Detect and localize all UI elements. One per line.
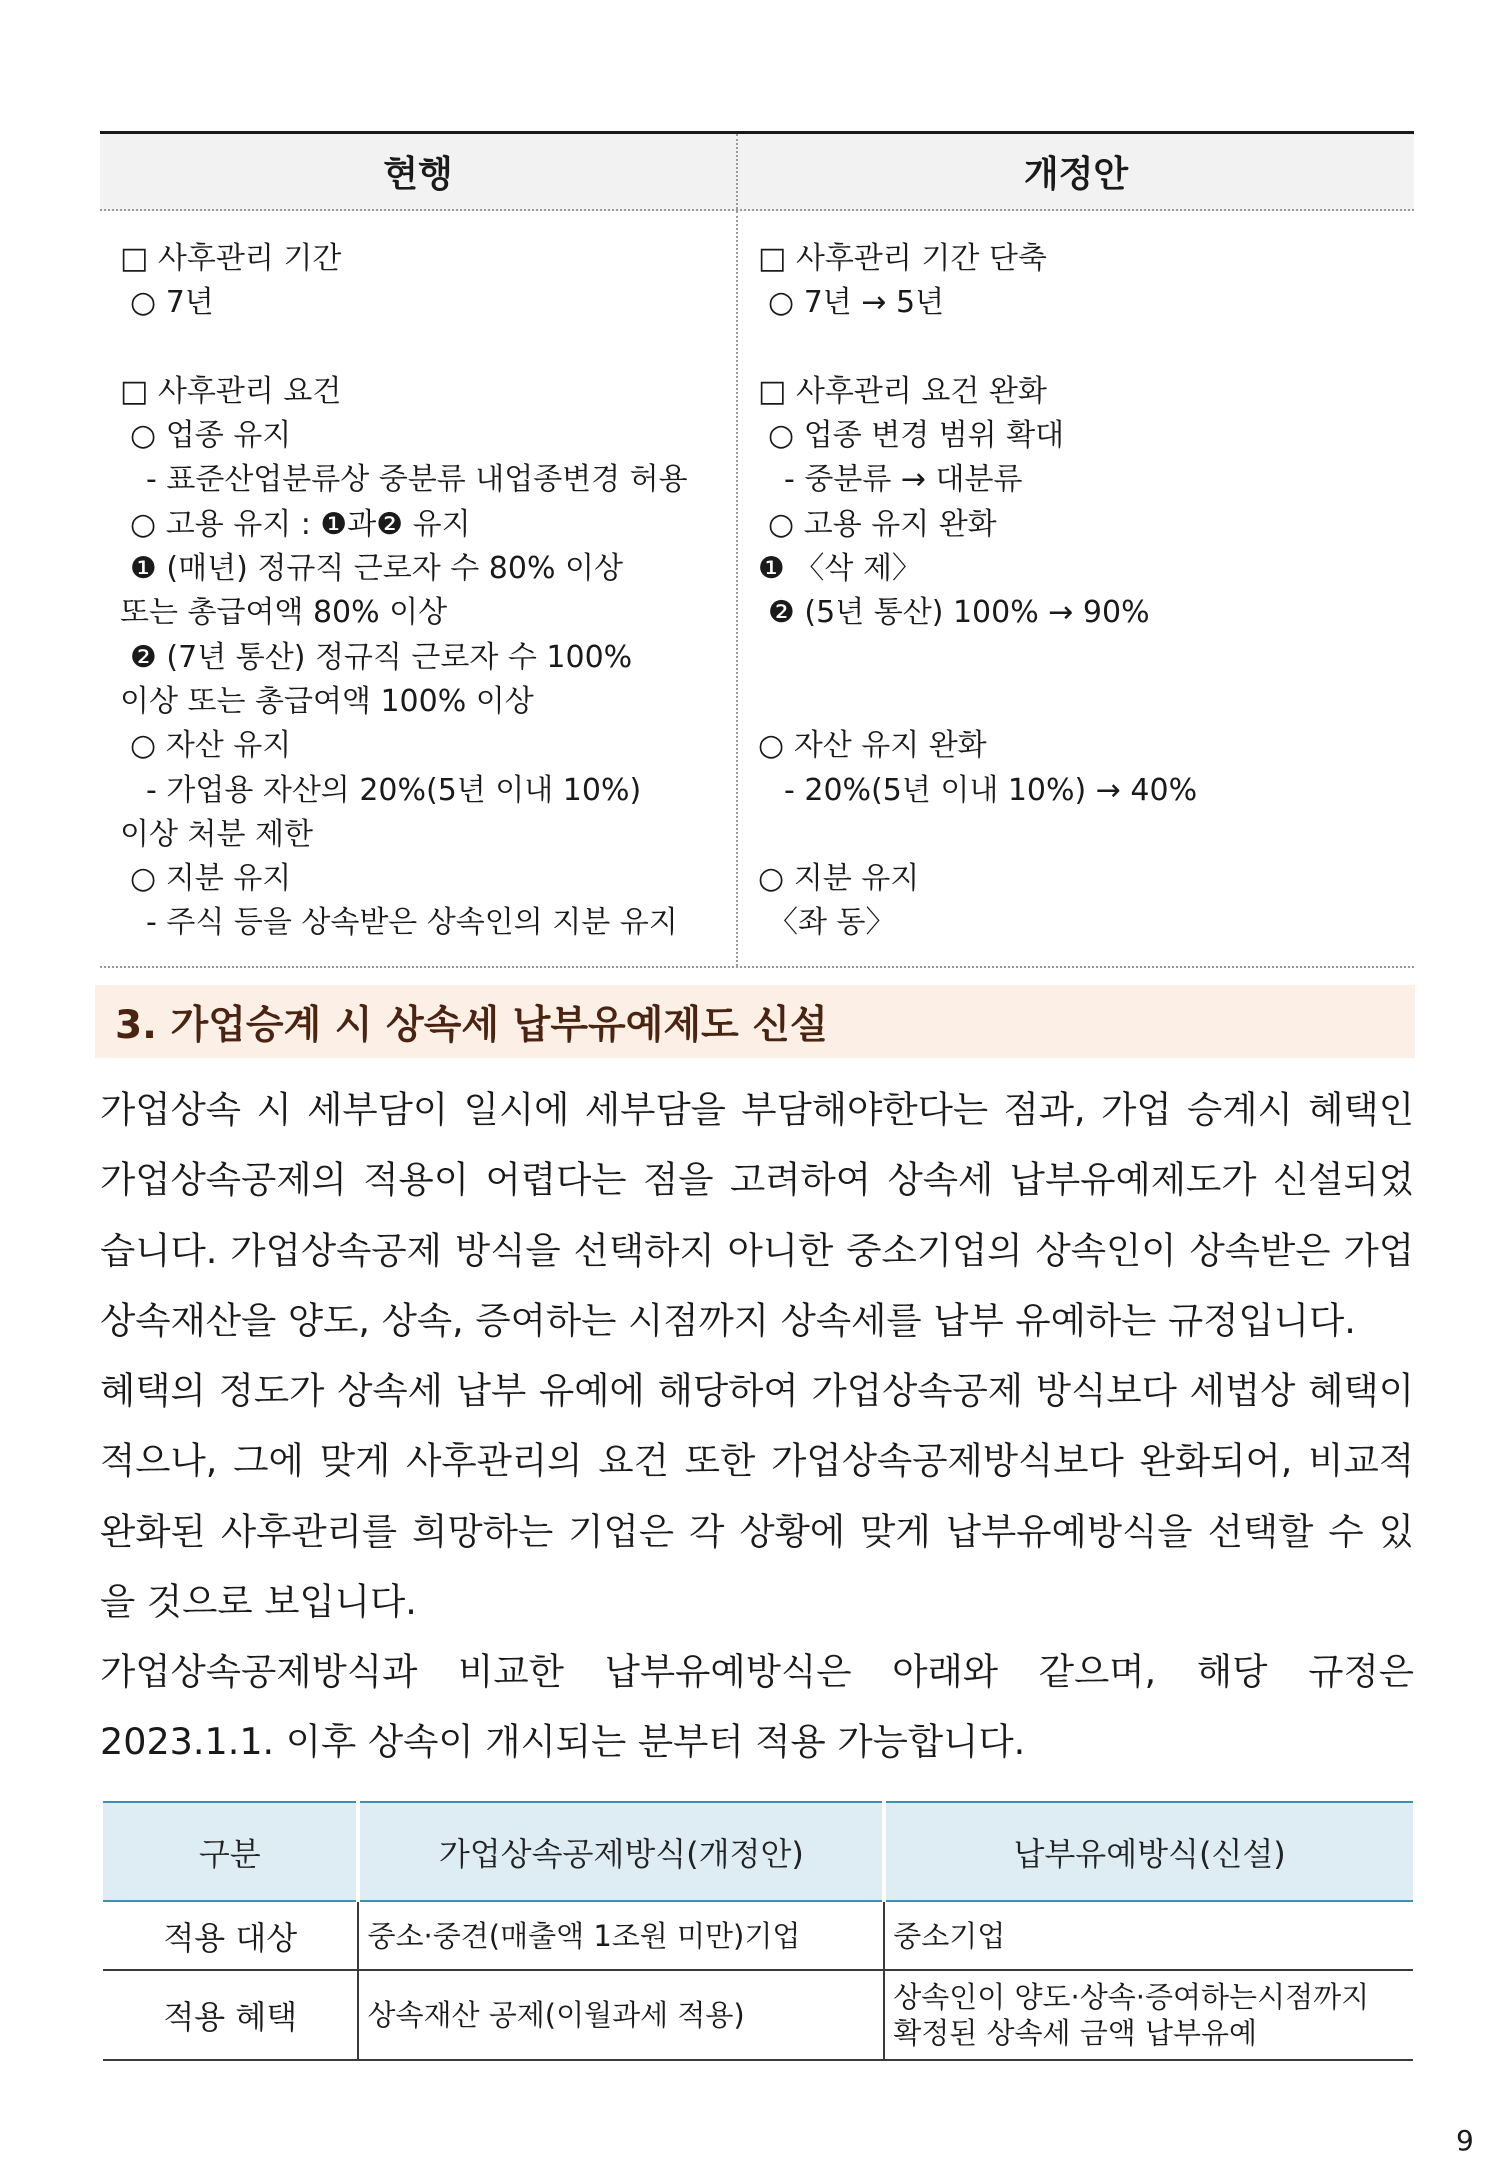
method-comparison-table: [103, 1801, 1413, 2061]
current-line: ○ 지분 유지: [130, 861, 292, 897]
row-deduction-value: 상속재산 공제(이월과세 적용): [358, 1970, 884, 2060]
current-line: ❷ (7년 통산) 정규직 근로자 수 100%: [130, 639, 633, 675]
current-line: ○ 7년: [130, 285, 214, 321]
table-row: [103, 1901, 1413, 1970]
revised-line: [758, 636, 1414, 680]
section-title: 3. 가업승계 시 상속세 납부유예제도 신설: [115, 1002, 828, 1048]
revised-line: ○ 업종 변경 범위 확대: [768, 418, 1065, 454]
current-line: ○ 자산 유지: [130, 728, 292, 764]
header-category: 구분: [103, 1802, 358, 1901]
current-line: - 표준산업분류상 중분류 내업종변경 허용: [146, 462, 688, 498]
row-deferral-line: 확정된 상속세 금액 납부유예: [893, 2016, 1258, 2050]
header-deferral-method: 납부유예방식(신설): [884, 1802, 1413, 1901]
row-label: 적용 혜택: [103, 1970, 358, 2060]
paragraph-3: 가업상속공제방식과 비교한 납부유예방식은 아래와 같으며, 해당 규정은 2023.1.1. 이후 상속이 개시되는 분부터 적용 가능합니다.: [100, 1650, 1414, 1764]
revised-line: [758, 326, 1414, 370]
revised-line: ○ 지분 유지: [758, 861, 920, 897]
table-row: [103, 1970, 1413, 2060]
revised-column: [738, 211, 1414, 966]
current-line: □ 사후관리 요건: [120, 373, 342, 409]
row-deferral-value: [884, 1970, 1413, 2060]
row-deferral-line: 중소기업: [893, 1918, 1006, 1953]
header-revised: 개정안: [1023, 154, 1129, 195]
paragraph-2: 혜택의 정도가 상속세 납부 유예에 해당하여 가업상속공제 방식보다 세법상 혜택이 적으나, 그에 맞게 사후관리의 요건 또한 가업상속공제방식보다 완화되어, 비교적 완화된 사후관리를 희망하는 기업은 각 상황에 맞게 납부유예방식을 선택할 수 있을 것으로 보입니다.: [100, 1369, 1414, 1623]
revised-line: [758, 680, 1414, 724]
revised-line: [758, 813, 1414, 857]
section-heading: [95, 985, 1415, 1058]
header-current: 현행: [100, 134, 738, 209]
current-line: ○ 고용 유지 : ❶과❷ 유지: [130, 506, 471, 542]
current-column: [100, 211, 738, 966]
revised-line: - 20%(5년 이내 10%) → 40%: [784, 772, 1198, 808]
current-line: □ 사후관리 기간: [120, 241, 342, 276]
current-line: [120, 326, 736, 370]
current-line: 이상 또는 총급여액 100% 이상: [120, 683, 534, 719]
current-line: 이상 처분 제한: [120, 816, 313, 852]
current-line: - 가업용 자산의 20%(5년 이내 10%): [146, 772, 642, 808]
revised-line: 〈좌 동〉: [768, 905, 896, 941]
table-header-row: [103, 1802, 1413, 1901]
paragraph-1: 가업상속 시 세부담이 일시에 세부담을 부담해야한다는 점과, 가업 승계시 혜택인 가업상속공제의 적용이 어렵다는 점을 고려하여 상속세 납부유예제도가 신설되었습니다. 가업상속공제 방식을 선택하지 아니한 중소기업의 상속인이 상속받은 가업상속재산을 양도, 상속, 증여하는 시점까지 상속세를 납부 유예하는 규정입니다.: [100, 1088, 1414, 1342]
revised-line: □ 사후관리 요건 완화: [758, 373, 1047, 409]
comparison-header: [100, 134, 1414, 211]
revised-line: - 중분류 → 대분류: [784, 462, 1023, 498]
row-deferral-line: 상속인이 양도·상속·증여하는시점까지: [893, 1980, 1370, 2014]
current-line: - 주식 등을 상속받은 상속인의 지분 유지: [146, 905, 678, 941]
row-deduction-value: 중소·중견(매출액 1조원 미만)기업: [358, 1901, 884, 1970]
revised-line: ○ 7년 → 5년: [768, 285, 945, 321]
revised-line: ○ 고용 유지 완화: [768, 506, 997, 542]
current-line: ❶ (매년) 정규직 근로자 수 80% 이상: [130, 551, 623, 587]
revised-line: ○ 자산 유지 완화: [758, 728, 987, 764]
row-deferral-value: [884, 1901, 1413, 1970]
page-number: 9: [1456, 2124, 1474, 2157]
current-line: ○ 업종 유지: [130, 418, 292, 454]
revised-line: □ 사후관리 기간 단축: [758, 241, 1047, 276]
comparison-body: [100, 211, 1414, 968]
header-deduction-method: 가업상속공제방식(개정안): [358, 1802, 884, 1901]
row-label: 적용 대상: [103, 1901, 358, 1970]
revised-line: ❶ 〈삭 제〉: [758, 551, 922, 587]
revised-line: ❷ (5년 통산) 100% → 90%: [768, 595, 1150, 631]
comparison-table: [100, 131, 1414, 968]
current-line: 또는 총급여액 80% 이상: [120, 595, 448, 631]
